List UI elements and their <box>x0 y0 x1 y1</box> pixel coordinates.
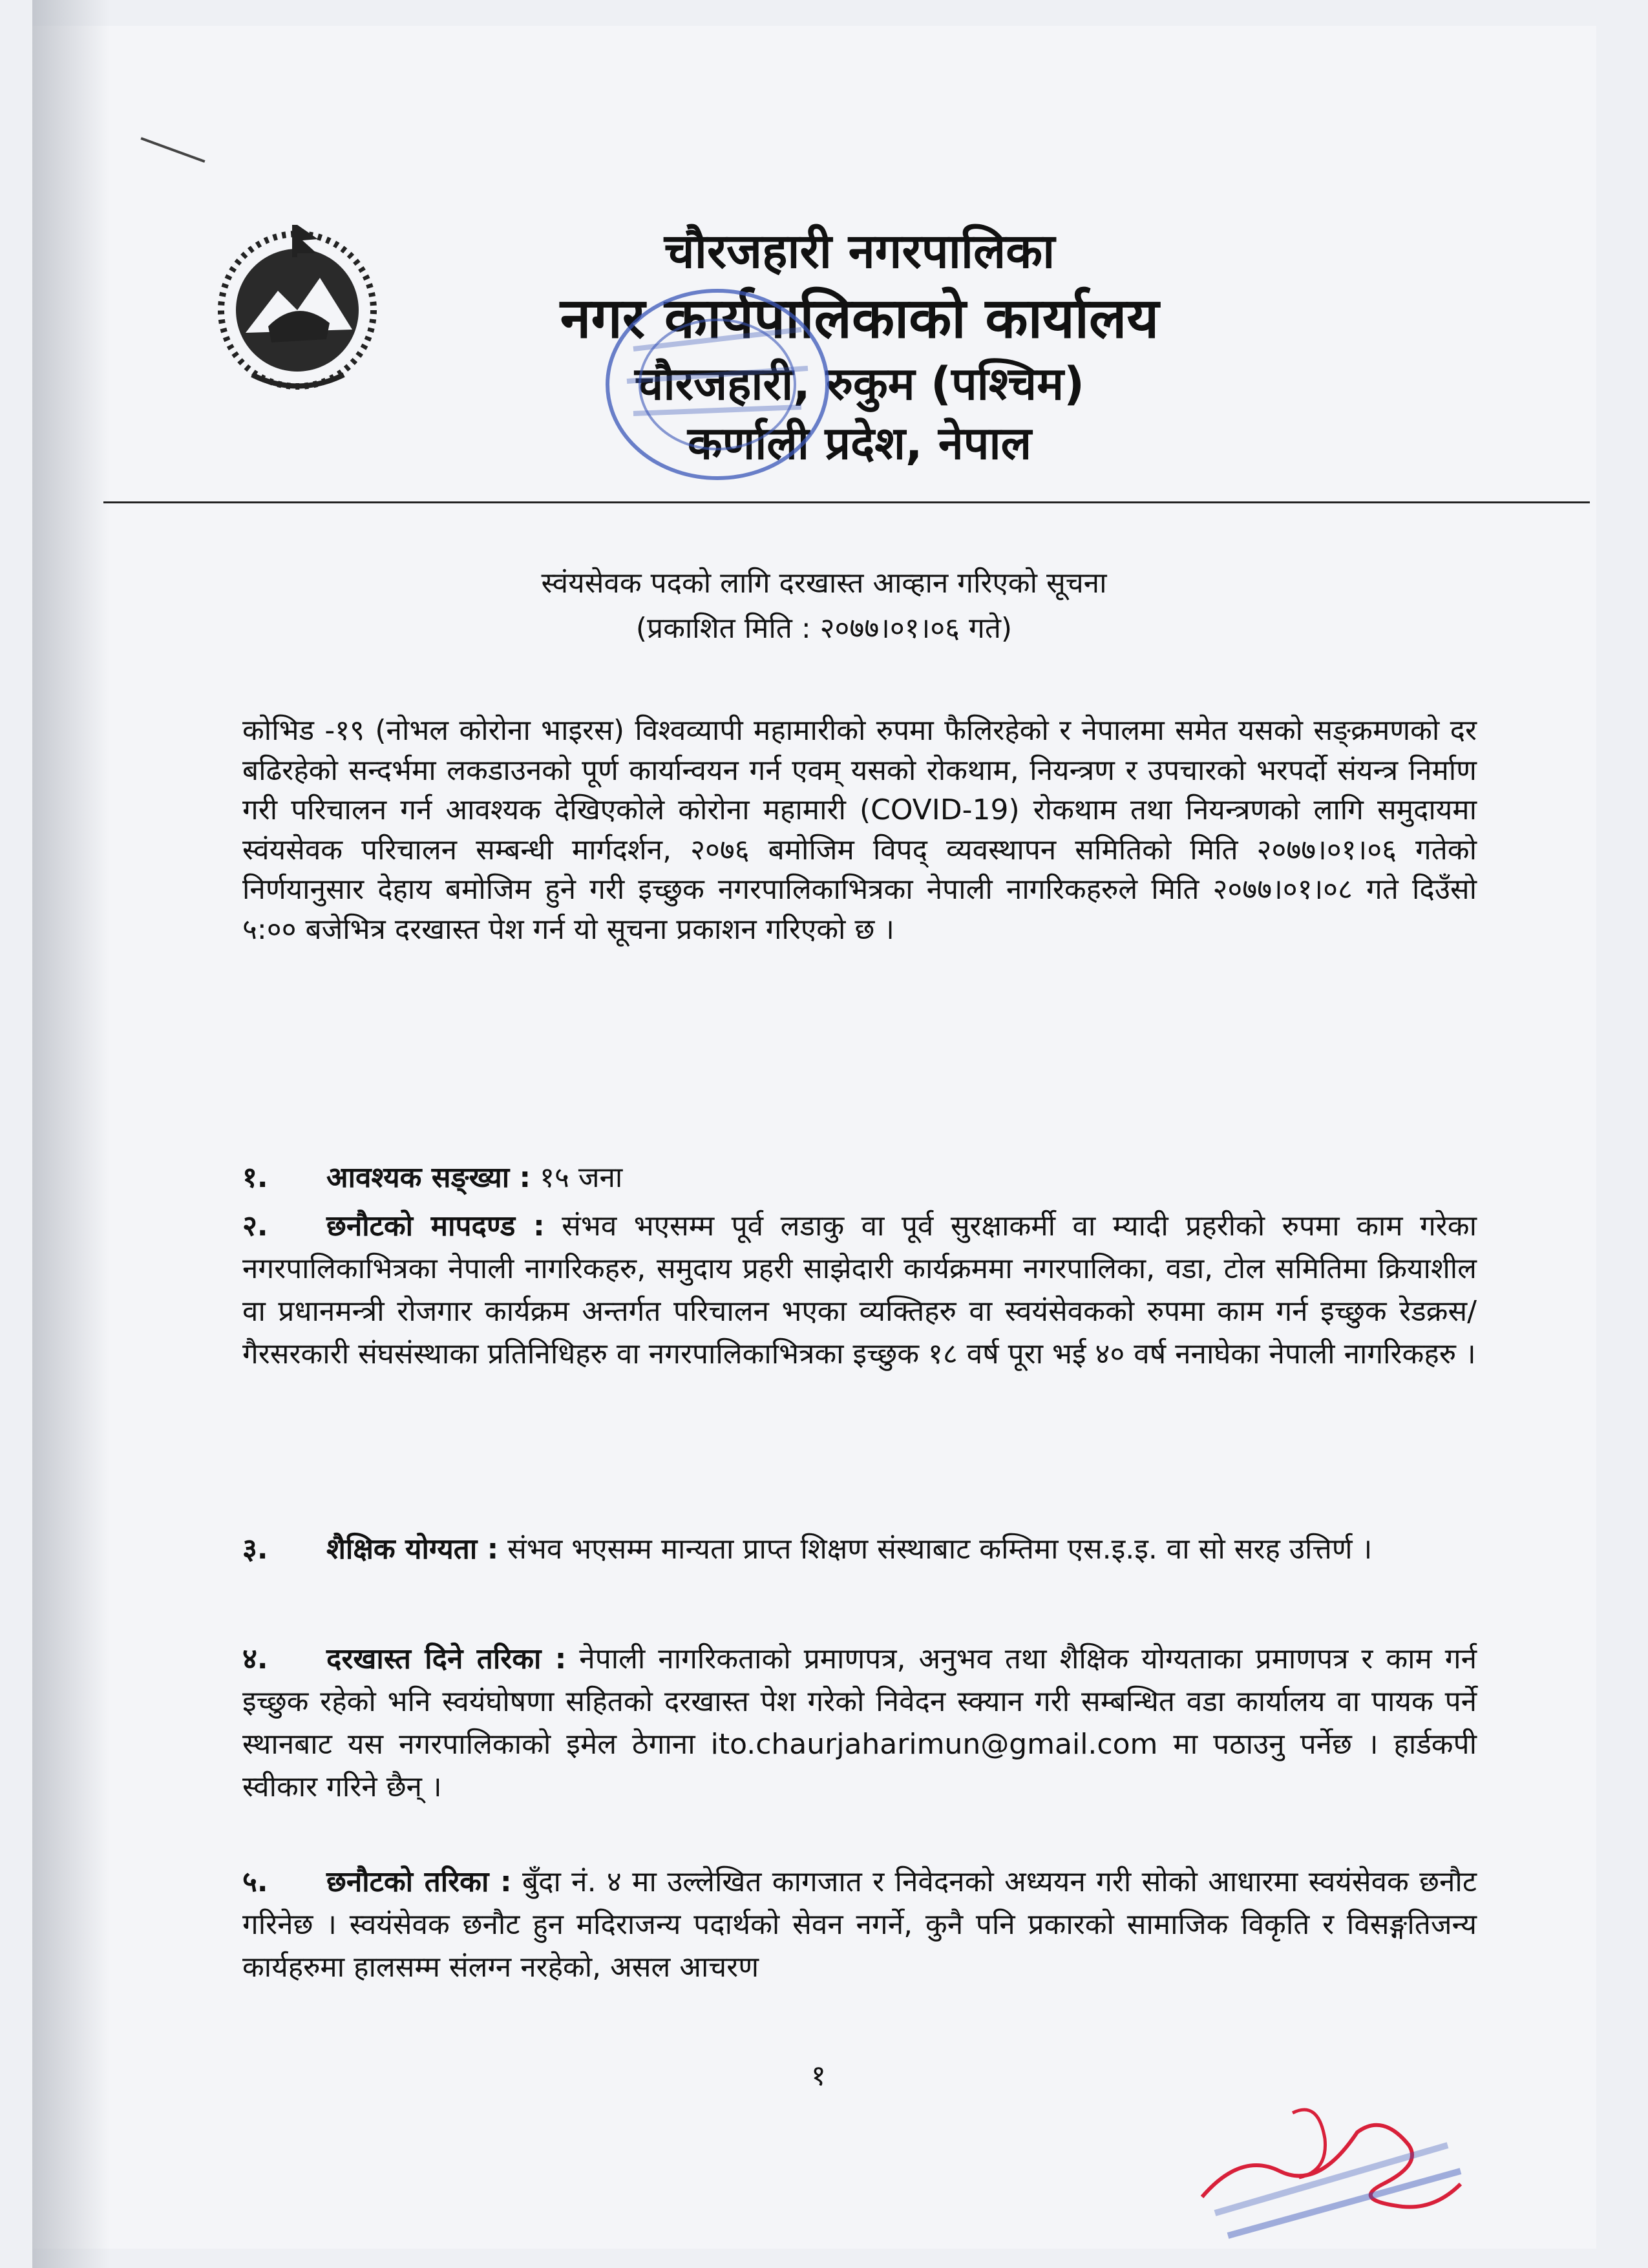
list-item <box>242 1861 1477 1989</box>
item-number: १. <box>242 1161 268 1194</box>
item-number: ४. <box>242 1643 268 1675</box>
province-country: कर्णाली प्रदेश, नेपाल <box>687 417 1032 470</box>
item-label: छनौटको मापदण्ड : <box>326 1210 545 1243</box>
notice-title: स्वंयसेवक पदको लागि दरखास्त आव्हान गरिएको सूचना <box>541 567 1107 600</box>
notice-heading <box>246 561 1402 651</box>
item-number: ३. <box>242 1533 268 1566</box>
item-label: छनौटको तरिका : <box>326 1865 512 1898</box>
office-name: नगर कार्यपालिकाको कार्यालय <box>560 286 1159 351</box>
list-item <box>242 1157 1477 1199</box>
item-text: नेपाली नागरिकताको प्रमाणपत्र, अनुभव तथा शैक्षिक योग्यताका प्रमाणपत्र र काम गर्न इच्छुक रहेको भनि स्वयंघोषणा सहितको दरखास्त पेश गरेको निवेदन स्क्यान गरी सम्बन्धित वडा कार्यालय वा पायक पर्ने स्थानबाट यस नगरपालिकाको इमेल ठेगाना ito.chaurjaharimun@gmail.com मा पठाउनु पर्नेछ । हार्डकपी स्वीकार गरिने छैन् । <box>242 1643 1477 1803</box>
signature-stamp <box>1189 2074 1474 2249</box>
item-text: संभव भएसम्म मान्यता प्राप्त शिक्षण संस्थाबाट कम्तिमा एस.इ.इ. वा सो सरह उत्तिर्ण । <box>498 1533 1373 1566</box>
item-text: संभव भएसम्म पूर्व लडाकु वा पूर्व सुरक्षाकर्मी वा म्यादी प्रहरीको रुपमा काम गरेका नगरपालिकाभित्रका नेपाली नागरिकहरु, समुदाय प्रहरी साझेदारी कार्यक्रममा नगरपालिका, वडा, टोल समितिमा क्रियाशील वा प्रधानमन्त्री रोजगार कार्यक्रम अन्तर्गत परिचालन भएका व्यक्तिहरु वा स्वयंसेवकको रुपमा काम गर्न इच्छुक रेडक्रस/गैरसरकारी संघसंस्थाका प्रतिनिधिहरु वा नगरपालिकाभित्रका इच्छुक १८ वर्ष पूरा भई ४० वर्ष ननाघेका नेपाली नागरिकहरु । <box>242 1210 1477 1370</box>
item-number: २. <box>242 1210 268 1243</box>
page-number: १ <box>811 2059 826 2092</box>
intro-paragraph <box>242 711 1477 949</box>
office-location: चौरजहारी, रुकुम (पश्चिम) <box>635 357 1084 410</box>
scan-edge-shadow <box>32 0 110 2268</box>
header-divider <box>103 501 1590 503</box>
item-label: दरखास्त दिने तरिका : <box>326 1643 567 1675</box>
list-item <box>242 1205 1477 1376</box>
item-label: शैक्षिक योग्यता : <box>326 1533 499 1566</box>
publish-date: (प्रकाशित मिति : २०७७।०१।०६ गते) <box>635 612 1013 645</box>
list-item <box>242 1528 1477 1571</box>
municipality-name: चौरजहारी नगरपालिका <box>664 224 1055 279</box>
item-text: १५ जना <box>531 1161 623 1194</box>
office-stamp <box>595 271 840 504</box>
item-text: बुँदा नं. ४ मा उल्लेखित कागजात र निवेदनको अध्ययन गरी सोको आधारमा स्वयंसेवक छनौट गरिनेछ । स्वयंसेवक छनौट हुन मदिराजन्य पदार्थको सेवन नगर्ने, कुनै पनि प्रकारको सामाजिक विकृति र विसङ्गतिजन्य कार्यहरुमा हालसम्म संलग्न नरहेको, असल आचरण <box>242 1865 1477 1984</box>
item-label: आवश्यक सङ्ख्या : <box>326 1161 531 1194</box>
item-number: ५. <box>242 1865 268 1898</box>
list-item <box>242 1638 1477 1809</box>
letterhead <box>362 220 1357 473</box>
intro-text: कोभिड -१९ (नोभल कोरोना भाइरस) विश्वव्यापी महामारीको रुपमा फैलिरहेको र नेपालमा समेत यसको सङ्क्रमणको दर बढिरहेको सन्दर्भमा लकडाउनको पूर्ण कार्यान्वयन गर्न एवम् यसको रोकथाम, नियन्त्रण र उपचारको भरपर्दो संयन्त्र निर्माण गरी परिचालन गर्न आवश्यक देखिएकोले कोरोना महामारी (COVID-19) रोकथाम तथा नियन्त्रणको लागि समुदायमा स्वंयसेवक परिचालन सम्बन्धी मार्गदर्शन, २०७६ बमोजिम विपद् व्यवस्थापन समितिको मिति २०७७।०१।०६ गतेको निर्णयानुसार देहाय बमोजिम हुने गरी इच्छुक नगरपालिकाभित्रका नेपाली नागरिकहरुले मिति २०७७।०१।०८ गते दिउँसो ५:०० बजेभित्र दरखास्त पेश गर्न यो सूचना प्रकाशन गरिएको छ । <box>242 714 1477 946</box>
